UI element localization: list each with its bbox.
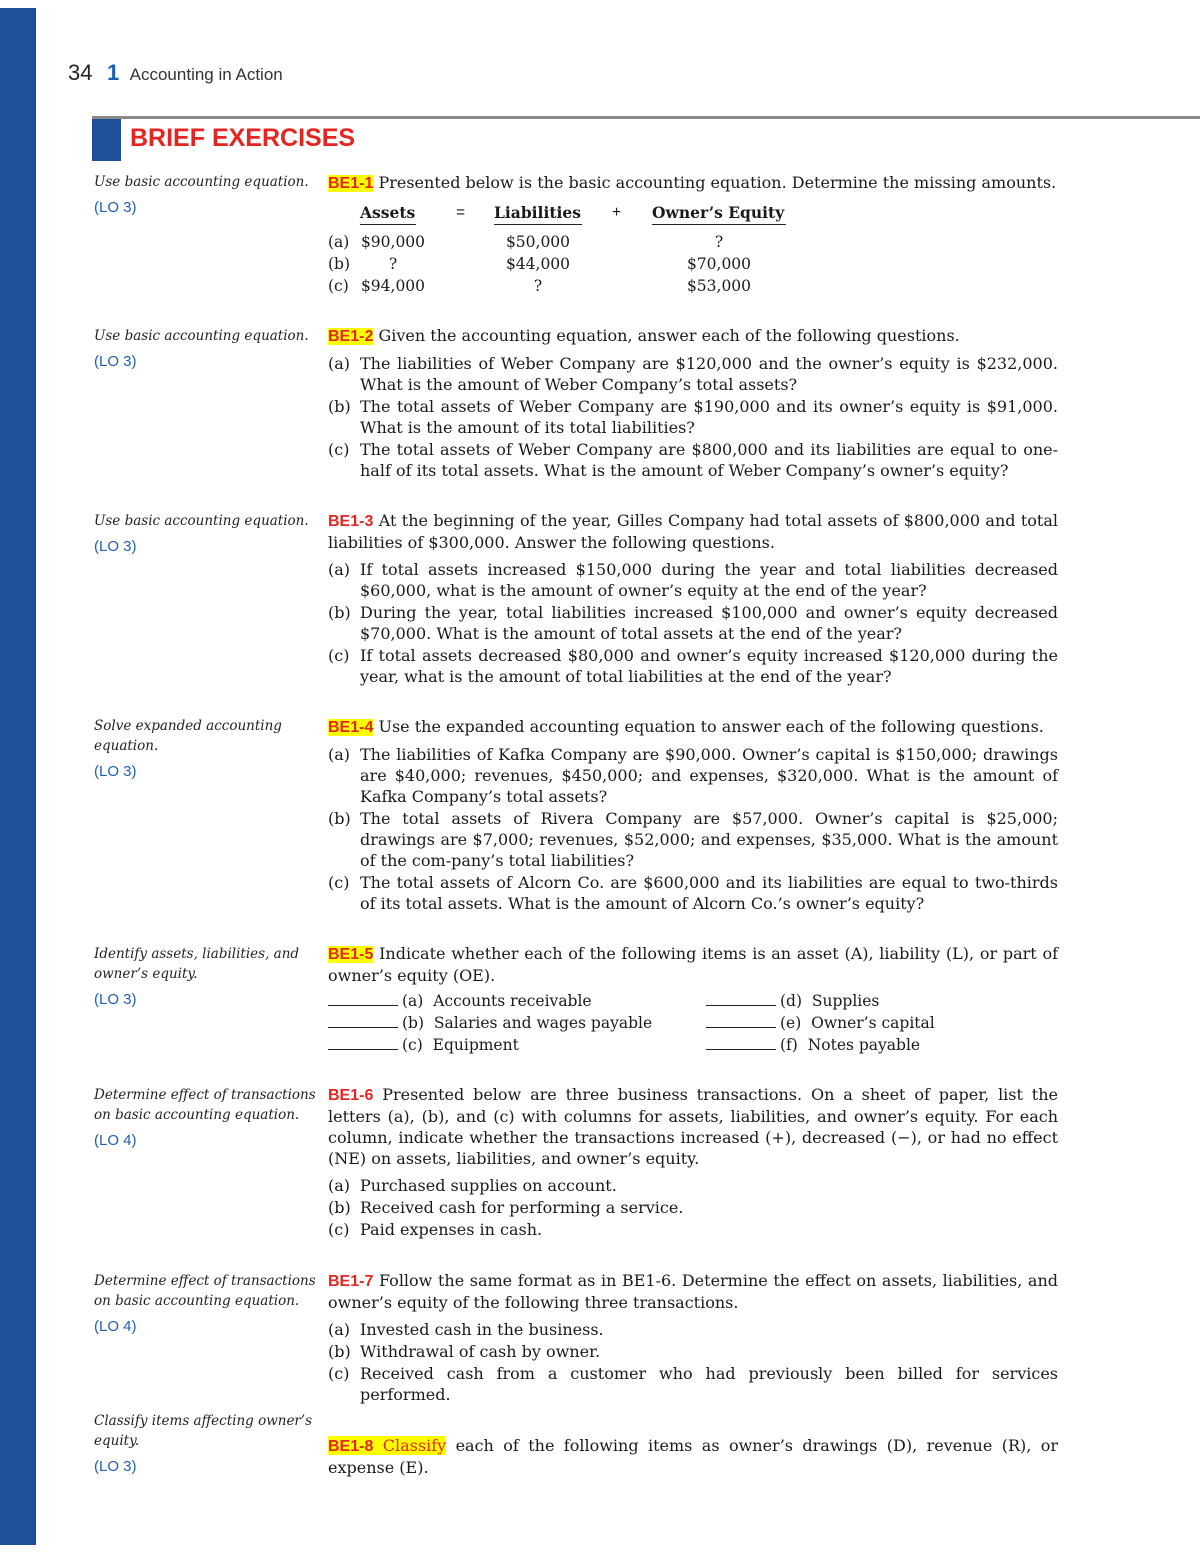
item-text: Received cash for performing a service. xyxy=(360,1198,684,1217)
item-text: Equipment xyxy=(432,1036,519,1054)
item-label: (c) xyxy=(328,1364,350,1383)
margin-note-text: Use basic accounting equation. xyxy=(94,174,309,190)
classify-item xyxy=(706,990,879,1012)
item-label: (a) xyxy=(402,992,424,1010)
item-label: (b) xyxy=(328,397,351,416)
exercise-number: BE1-6 xyxy=(328,1087,374,1104)
exercise-be1-8 xyxy=(328,1435,1058,1478)
item-label: (f) xyxy=(780,1036,798,1054)
exercise-number: BE1-3 xyxy=(328,513,374,530)
table-row-label: (a) xyxy=(328,233,350,251)
table-cell: $53,000 xyxy=(686,277,752,295)
item-label: (a) xyxy=(328,745,351,764)
item-text: If total assets decreased $80,000 and owner’s equity increased $120,000 during the year, what is the amount of total liabilities at the end of the year? xyxy=(360,646,1058,686)
classify-item xyxy=(706,1012,935,1034)
answer-blank[interactable] xyxy=(328,992,398,1006)
item-text: Supplies xyxy=(811,992,880,1010)
item-label: (e) xyxy=(780,1014,802,1032)
learning-objective: (LO 3) xyxy=(94,763,137,780)
item-text: During the year, total liabilities increased $100,000 and owner’s equity decreased $70,000. What is the amount of total assets at the end of the year? xyxy=(360,603,1058,643)
running-header xyxy=(68,60,283,86)
margin-note xyxy=(94,716,319,782)
answer-blank[interactable] xyxy=(706,992,776,1006)
section-marker xyxy=(92,119,121,161)
blue-spine-bar xyxy=(0,8,36,1545)
exercise-be1-3 xyxy=(328,510,1058,688)
exercise-number: BE1-4 xyxy=(328,719,374,736)
exercise-be1-5 xyxy=(328,943,1058,986)
exercise-be1-1 xyxy=(328,172,1058,194)
item-text: Purchased supplies on account. xyxy=(360,1176,617,1195)
exercise-number: BE1-8 xyxy=(328,1438,374,1455)
section-title: BRIEF EXERCISES xyxy=(130,124,356,152)
item-text: Salaries and wages payable xyxy=(433,1014,653,1032)
item-label: (c) xyxy=(328,646,350,665)
list-item xyxy=(328,1175,1058,1196)
item-label: (c) xyxy=(402,1036,423,1054)
exercise-intro: Given the accounting equation, answer each of the following questions. xyxy=(378,326,960,345)
table-cell: $70,000 xyxy=(686,255,752,273)
item-label: (b) xyxy=(328,1198,351,1217)
list-item xyxy=(328,1197,1058,1218)
table-header-equals: = xyxy=(456,204,466,221)
exercise-be1-6 xyxy=(328,1084,1058,1241)
table-row-label: (b) xyxy=(328,255,351,273)
item-text: Accounts receivable xyxy=(433,992,592,1010)
exercise-intro: Presented below is the basic accounting equation. Determine the missing amounts. xyxy=(378,173,1057,192)
learning-objective: (LO 3) xyxy=(94,991,137,1008)
margin-note-text: Identify assets, liabilities, and owner’s equity. xyxy=(94,946,300,982)
list-item xyxy=(328,872,1058,914)
margin-note xyxy=(94,1411,319,1477)
learning-objective: (LO 4) xyxy=(94,1318,137,1335)
margin-note-text: Use basic accounting equation. xyxy=(94,328,309,344)
margin-note xyxy=(94,326,319,372)
learning-objective: (LO 3) xyxy=(94,199,137,216)
list-item xyxy=(328,1319,1058,1340)
item-label: (c) xyxy=(328,873,350,892)
item-label: (d) xyxy=(780,992,803,1010)
list-item xyxy=(328,602,1058,644)
classify-item xyxy=(328,1034,519,1056)
table-cell: ? xyxy=(533,277,543,295)
margin-note xyxy=(94,944,319,1010)
item-text: The total assets of Alcorn Co. are $600,000 and its liabilities are equal to two-thirds of its total assets. What is the amount of Alcorn Co.’s owner’s equity? xyxy=(360,873,1058,913)
exercise-intro-highlight: Classify xyxy=(382,1436,447,1455)
answer-blank[interactable] xyxy=(328,1014,398,1028)
item-label: (a) xyxy=(328,354,351,373)
item-label: (b) xyxy=(328,809,351,828)
question-list xyxy=(328,559,1058,687)
table-header-assets: Assets xyxy=(360,202,416,225)
exercise-intro: At the beginning of the year, Gilles Company had total assets of $800,000 and total liabilities of $300,000. Answer the following questions. xyxy=(328,511,1059,552)
list-item xyxy=(328,559,1058,601)
item-text: The liabilities of Weber Company are $120,000 and the owner’s equity is $232,000. What is the amount of Weber Company’s total assets? xyxy=(360,354,1058,394)
item-text: Owner’s capital xyxy=(811,1014,935,1032)
item-label: (a) xyxy=(328,1176,351,1195)
exercise-intro: each of the following items as owner’s drawings (D), revenue (R), or expense (E). xyxy=(328,1436,1058,1477)
margin-note xyxy=(94,1085,319,1151)
exercise-intro: Indicate whether each of the following items is an asset (A), liability (L), or part of owner’s equity (OE). xyxy=(328,944,1058,985)
page-number: 34 xyxy=(68,60,93,85)
margin-note xyxy=(94,511,319,557)
margin-note-text: Solve expanded accounting equation. xyxy=(94,718,282,754)
list-item xyxy=(328,1219,1058,1240)
table-cell: $94,000 xyxy=(360,277,426,295)
item-label: (b) xyxy=(328,603,351,622)
table-cell: $50,000 xyxy=(505,233,571,251)
exercise-be1-7 xyxy=(328,1270,1058,1406)
item-label: (c) xyxy=(328,440,350,459)
item-text: Withdrawal of cash by owner. xyxy=(360,1342,601,1361)
item-text: Invested cash in the business. xyxy=(360,1320,604,1339)
learning-objective: (LO 3) xyxy=(94,1458,137,1475)
question-list xyxy=(328,1175,1058,1240)
item-label: (a) xyxy=(328,560,351,579)
item-text: The total assets of Rivera Company are $57,000. Owner’s capital is $25,000; drawings are $7,000; revenues, $52,000; and expenses, $35,000. What is the amount of the com-pany’s total liabilities? xyxy=(360,809,1058,870)
list-item xyxy=(328,439,1058,481)
exercise-be1-2 xyxy=(328,325,1058,482)
exercise-intro: Presented below are three business transactions. On a sheet of paper, list the letters (a), (b), and (c) with columns for assets, liabilities, and owner’s equity. For each column, indicate whether the transactions increased (+), decreased (−), or had no effect (NE) on assets, liabilities, and owner’s equity. xyxy=(328,1085,1058,1168)
item-label: (c) xyxy=(328,1220,350,1239)
list-item xyxy=(328,645,1058,687)
answer-blank[interactable] xyxy=(706,1014,776,1028)
item-text: The total assets of Weber Company are $190,000 and its owner’s equity is $91,000. What is the amount of its total liabilities? xyxy=(360,397,1058,437)
item-text: Received cash from a customer who had previously been billed for services performed. xyxy=(360,1364,1058,1404)
item-label: (b) xyxy=(328,1342,351,1361)
header-rule xyxy=(92,116,1200,119)
margin-note-text: Use basic accounting equation. xyxy=(94,513,309,529)
answer-blank[interactable] xyxy=(706,1036,776,1050)
chapter-number: 1 xyxy=(106,60,120,85)
table-row-label: (c) xyxy=(328,277,349,295)
exercise-intro: Use the expanded accounting equation to answer each of the following questions. xyxy=(378,717,1044,736)
table-cell: ? xyxy=(714,233,724,251)
question-list xyxy=(328,353,1058,481)
item-text: The total assets of Weber Company are $800,000 and its liabilities are equal to one-half of its total assets. What is the amount of Weber Company’s owner’s equity? xyxy=(360,440,1058,480)
chapter-title: Accounting in Action xyxy=(129,65,283,84)
question-list xyxy=(328,744,1058,914)
table-cell: $90,000 xyxy=(360,233,426,251)
learning-objective: (LO 3) xyxy=(94,538,137,555)
item-text: Paid expenses in cash. xyxy=(360,1220,543,1239)
exercise-number: BE1-2 xyxy=(328,328,374,345)
table-header-plus: + xyxy=(612,204,622,221)
exercise-be1-4 xyxy=(328,716,1058,915)
margin-note-text: Determine effect of transactions on basic accounting equation. xyxy=(94,1273,316,1309)
exercise-number: BE1-5 xyxy=(328,946,374,963)
list-item xyxy=(328,744,1058,807)
list-item xyxy=(328,353,1058,395)
table-cell: $44,000 xyxy=(505,255,571,273)
classify-item xyxy=(328,990,592,1012)
classify-item xyxy=(706,1034,920,1056)
margin-note-text: Determine effect of transactions on basic accounting equation. xyxy=(94,1087,316,1123)
exercise-intro: Follow the same format as in BE1-6. Determine the effect on assets, liabilities, and owner’s equity of the following three transactions. xyxy=(328,1271,1058,1312)
exercise-number: BE1-7 xyxy=(328,1273,374,1290)
list-item xyxy=(328,808,1058,871)
exercise-number: BE1-1 xyxy=(328,175,374,192)
table-cell: ? xyxy=(388,255,398,273)
classify-item xyxy=(328,1012,652,1034)
item-label: (b) xyxy=(402,1014,425,1032)
list-item xyxy=(328,1363,1058,1405)
margin-note xyxy=(94,172,319,218)
item-text: The liabilities of Kafka Company are $90,000. Owner’s capital is $150,000; drawings are $40,000; revenues, $450,000; and expenses, $320,000. What is the amount of Kafka Company’s total assets? xyxy=(360,745,1058,806)
list-item xyxy=(328,396,1058,438)
item-text: Notes payable xyxy=(807,1036,921,1054)
item-label: (a) xyxy=(328,1320,351,1339)
learning-objective: (LO 3) xyxy=(94,353,137,370)
learning-objective: (LO 4) xyxy=(94,1132,137,1149)
table-header-owners-equity: Owner’s Equity xyxy=(652,202,786,225)
question-list xyxy=(328,1319,1058,1405)
list-item xyxy=(328,1341,1058,1362)
margin-note xyxy=(94,1271,319,1337)
item-text: If total assets increased $150,000 during the year and total liabilities decreased $60,000, what is the amount of owner’s equity at the end of the year? xyxy=(360,560,1058,600)
answer-blank[interactable] xyxy=(328,1036,398,1050)
table-header-liabilities: Liabilities xyxy=(494,202,582,225)
margin-note-text: Classify items affecting owner’s equity. xyxy=(94,1413,313,1449)
